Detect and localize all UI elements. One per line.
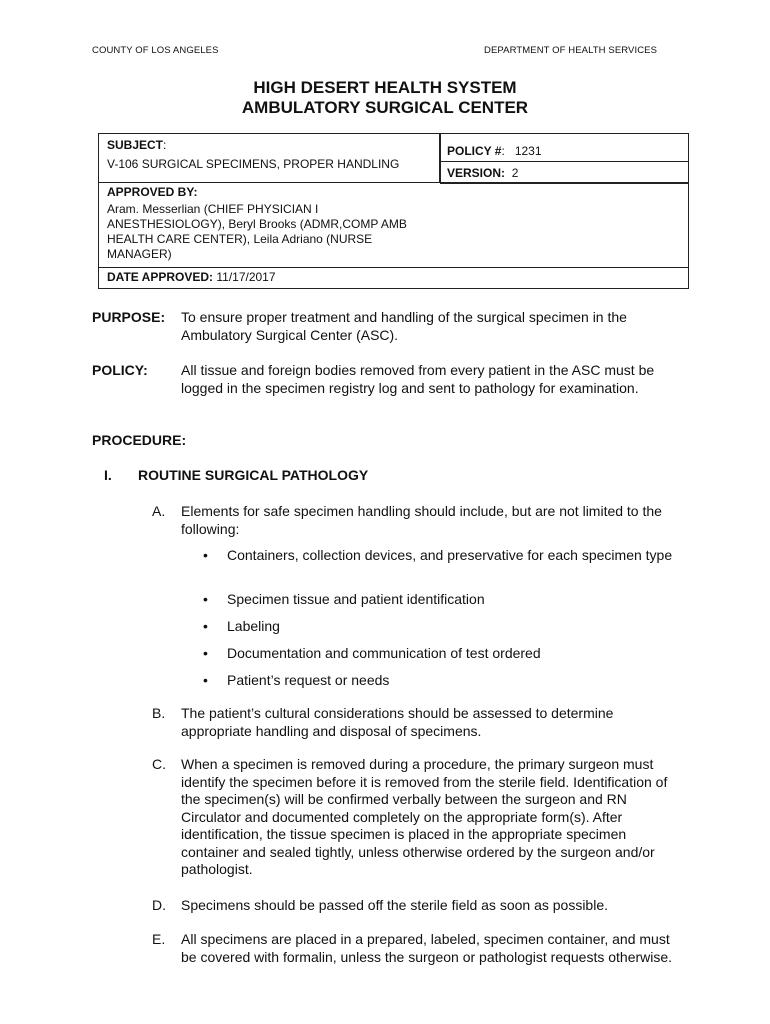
item-text-b: The patient’s cultural considerations should be assessed to determine appropriate handling and disposal of specimens. <box>181 705 614 739</box>
section-numeral: I. <box>104 467 112 483</box>
county-header: COUNTY OF LOS ANGELES <box>92 45 219 56</box>
bullet-icon: • <box>203 672 208 688</box>
approved-by-box <box>98 182 689 268</box>
procedure-label: PROCEDURE: <box>92 432 187 448</box>
bullet-item: Labeling <box>227 618 280 634</box>
date-approved-box <box>98 267 689 289</box>
policy-number-label: POLICY # <box>447 144 502 158</box>
policy-text: All tissue and foreign bodies removed from every patient in the ASC must be logged in the specimen registry log and sent to pathology for examination. <box>181 362 655 396</box>
date-approved-value: 11/17/2017 <box>216 270 276 284</box>
department-header: DEPARTMENT OF HEALTH SERVICES <box>484 45 658 56</box>
policy-label: POLICY: <box>92 362 148 378</box>
purpose-text: To ensure proper treatment and handling of the surgical specimen in the Ambulatory Surgical Center (ASC). <box>181 309 627 343</box>
version-value: 2 <box>511 166 519 180</box>
bullet-icon: • <box>203 618 208 634</box>
approved-by-label: APPROVED BY: <box>107 185 198 199</box>
approved-by-value: Aram. Messerlian (CHIEF PHYSICIAN I ANESTHESIOLOGY), Beryl Brooks (ADMR,COMP AMB HEALTH CARE CENTER), Leila Adriano (NURSE MANAGER) <box>107 202 407 261</box>
bullet-item: Patient’s request or needs <box>227 672 390 688</box>
subject-value: V-106 SURGICAL SPECIMENS, PROPER HANDLING <box>107 157 400 171</box>
document-title-line1: HIGH DESERT HEALTH SYSTEM <box>253 78 517 97</box>
item-text-d: Specimens should be passed off the sterile field as soon as possible. <box>181 897 608 913</box>
subject-box: SUBJECT: V-106 SURGICAL SPECIMENS, PROPER HANDLING <box>98 133 440 183</box>
bullet-item: Documentation and communication of test ordered <box>227 645 541 661</box>
purpose-label: PURPOSE: <box>92 309 166 325</box>
bullet-item: Containers, collection devices, and preservative for each specimen type <box>227 547 673 563</box>
section-title: ROUTINE SURGICAL PATHOLOGY <box>138 467 369 483</box>
item-text-e: All specimens are placed in a prepared, labeled, specimen container, and must be covered with formalin, unless the surgeon or pathologist requests otherwise. <box>181 931 673 965</box>
subject-label: SUBJECT <box>107 138 164 152</box>
item-letter-b: B. <box>152 705 166 721</box>
bullet-icon: • <box>203 547 208 563</box>
policy-number-box: POLICY #: 1231 VERSION: 2 <box>440 133 689 184</box>
version-label: VERSION: <box>447 166 506 180</box>
item-letter-d: D. <box>152 897 166 913</box>
bullet-icon: • <box>203 591 208 607</box>
item-letter-e: E. <box>152 931 166 947</box>
bullet-item: Specimen tissue and patient identification <box>227 591 485 607</box>
policy-number-value: 1231 <box>514 144 542 158</box>
date-approved-label: DATE APPROVED: <box>107 270 214 284</box>
item-text-c: When a specimen is removed during a procedure, the primary surgeon must identify the specimen before it is removed from the sterile field. Identification of the specimen(s) will be confirmed verbally between the surgeon and RN Circulator and documented completely on the appropriate form(s). After identification, the tissue specimen is placed in the appropriate specimen container and sealed tightly, unless otherwise ordered by the surgeon and/or pathologist. <box>181 756 668 877</box>
bullet-icon: • <box>203 645 208 661</box>
item-text-a: Elements for safe specimen handling should include, but are not limited to the following: <box>181 503 662 537</box>
item-letter-c: C. <box>152 756 166 772</box>
item-letter-a: A. <box>152 503 166 519</box>
document-title-line2: AMBULATORY SURGICAL CENTER <box>241 98 529 117</box>
